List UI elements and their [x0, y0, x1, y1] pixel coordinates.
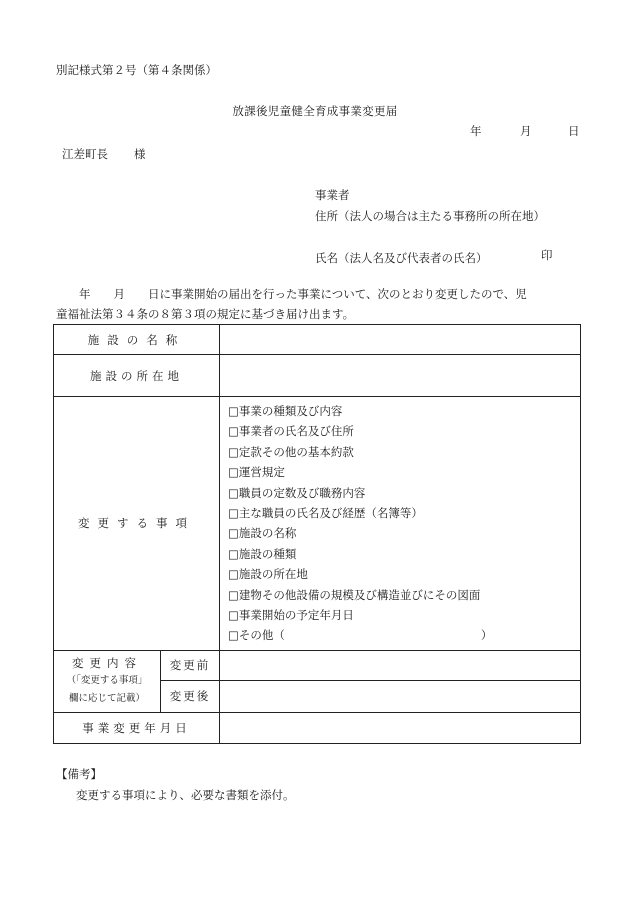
intro-line-2: 童福祉法第３４条の８第３項の規定に基づき届け出ます。 [56, 307, 355, 321]
before-label: 変更前 [161, 650, 220, 680]
applicant-block [315, 185, 545, 269]
date-day-label: 日 [568, 124, 580, 138]
change-item-checkbox[interactable]: □事業開始の予定年月日 [228, 607, 354, 622]
change-items-cell [220, 397, 581, 651]
change-date-label: 事業変更年月日 [54, 712, 220, 743]
change-item-checkbox[interactable]: □建物その他設備の規模及び構造並びにその図面 [228, 587, 481, 602]
change-content-note-1: （「変更する事項」 [66, 675, 148, 687]
change-content-label: 変更内容 [72, 656, 142, 671]
date-year-label: 年 [470, 124, 482, 138]
after-field[interactable] [220, 680, 581, 712]
change-item-checkbox[interactable]: □施設の種類 [228, 546, 297, 561]
applicant-label: 事業者 [315, 188, 350, 202]
intro-paragraph [56, 284, 583, 324]
row-facility-location [54, 355, 581, 397]
before-field[interactable] [220, 650, 581, 680]
change-item-checkbox[interactable]: □施設の所在地 [228, 567, 308, 582]
change-item-checkbox[interactable]: □運営規定 [228, 465, 285, 480]
change-content-note-2: 欄に応じて記載） [68, 693, 145, 705]
facility-location-field[interactable] [220, 355, 581, 397]
facility-name-field[interactable] [220, 325, 581, 355]
after-label: 変更後 [161, 680, 220, 712]
other-item-label: □その他（ [228, 628, 285, 643]
change-item-checkbox[interactable]: □施設の名称 [228, 526, 297, 541]
seal-mark: 印 [541, 248, 553, 262]
change-item-checkbox[interactable]: □事業の種類及び内容 [228, 404, 343, 418]
addressee [62, 146, 146, 162]
change-item-checkbox[interactable]: □定款その他の基本約款 [228, 444, 354, 459]
change-date-field[interactable] [220, 712, 581, 743]
change-item-checkbox[interactable]: □事業者の氏名及び住所 [228, 424, 354, 439]
addressee-suffix: 様 [134, 147, 146, 161]
intro-line-1: 年 月 日に事業開始の届出を行った事業について、次のとおり変更したので、児 [56, 287, 527, 301]
change-item-checkbox[interactable]: □職員の定数及び職務内容 [228, 485, 366, 500]
form-number: 別記様式第２号（第４条関係） [56, 63, 217, 77]
date-month-label: 月 [520, 124, 532, 138]
change-content-label-cell [54, 650, 161, 712]
applicant-address-label: 住所（法人の場合は主たる事務所の所在地） [315, 209, 545, 223]
facility-location-label: 施設の所在地 [54, 355, 220, 397]
row-change-items [54, 397, 581, 651]
other-item-close: ） [480, 628, 493, 643]
facility-name-label: 施設の名称 [54, 325, 220, 355]
notes-heading: 【備考】 [56, 767, 102, 781]
applicant-name-label: 氏名（法人名及び代表者の氏名） [315, 251, 488, 265]
addressee-name: 江差町長 [62, 147, 108, 161]
row-facility-name [54, 325, 581, 355]
document-title: 放課後児童健全育成事業変更届 [232, 104, 398, 118]
change-items-list [220, 397, 580, 650]
change-items-label: 変更する事項 [54, 397, 220, 651]
row-change-before [54, 650, 581, 680]
notes-text: 変更する事項により、必要な書類を添付。 [76, 788, 295, 802]
change-item-other[interactable] [228, 625, 580, 645]
change-form-table [53, 324, 581, 744]
change-item-checkbox[interactable]: □主な職員の氏名及び経歴（名簿等） [228, 505, 423, 520]
row-change-date [54, 712, 581, 743]
